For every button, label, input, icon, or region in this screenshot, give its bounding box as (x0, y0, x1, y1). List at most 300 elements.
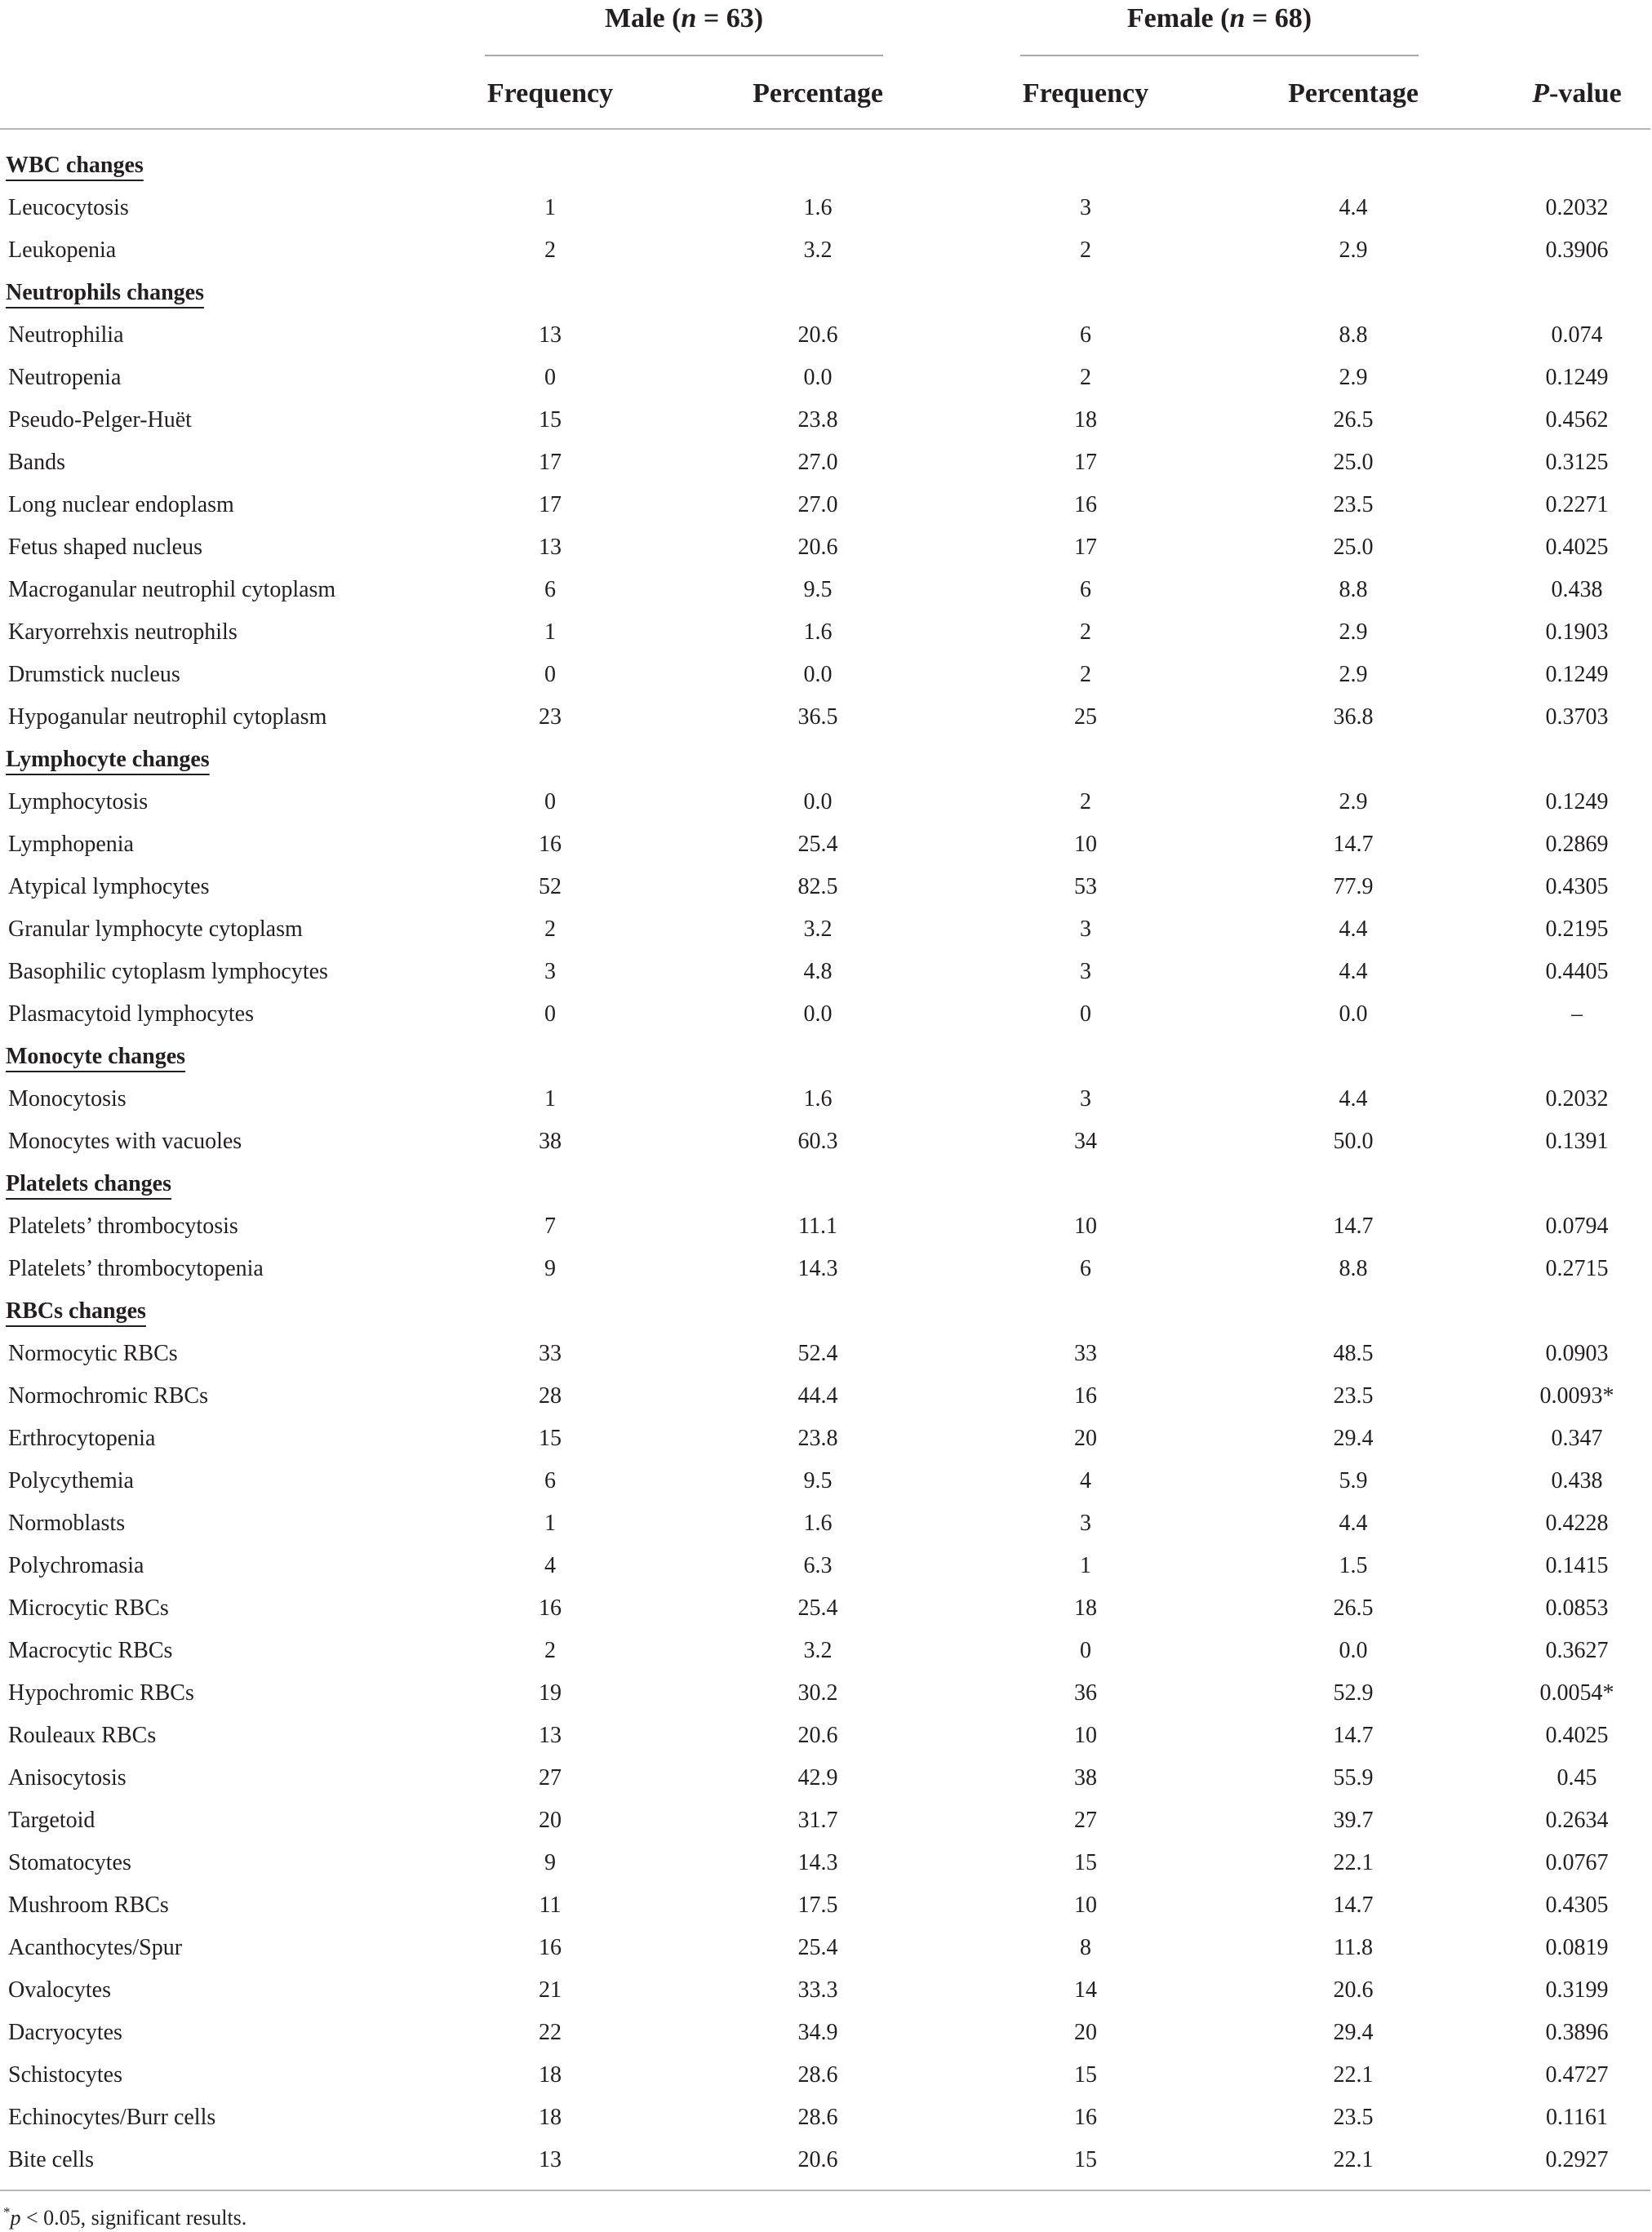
female-frequency-cell: 20 (1074, 1426, 1097, 1451)
female-percentage-cell: 4.4 (1339, 916, 1368, 942)
p-value-cell: 0.4562 (1545, 407, 1609, 433)
male-percentage-cell: 28.6 (797, 2105, 838, 2130)
p-value-cell: – (1571, 1001, 1583, 1027)
male-frequency-cell: 15 (539, 1426, 562, 1451)
row-label: Neutrophilia (8, 322, 124, 348)
row-label: Basophilic cytoplasm lymphocytes (8, 959, 328, 984)
row-label: Platelets’ thrombocytosis (8, 1214, 238, 1239)
female-percentage-cell: 8.8 (1339, 1256, 1368, 1281)
female-percentage-cell: 0.0 (1339, 1001, 1368, 1027)
female-percentage-cell: 22.1 (1333, 2062, 1374, 2088)
p-value-cell: 0.2715 (1545, 1256, 1609, 1281)
section-header-row (0, 1290, 1652, 1333)
table-row (0, 1418, 1652, 1460)
male-frequency-cell: 1 (544, 195, 556, 220)
table-row (0, 569, 1652, 611)
table-row (0, 2139, 1652, 2181)
p-value-cell: 0.0819 (1545, 1935, 1609, 1960)
row-label: Stomatocytes (8, 1850, 131, 1875)
footnote: *p < 0.05, significant results. (3, 2204, 247, 2230)
female-percentage-cell: 36.8 (1333, 704, 1374, 730)
male-percentage-cell: 23.8 (797, 1426, 838, 1451)
row-label: Long nuclear endoplasm (8, 492, 234, 517)
table-row (0, 2097, 1652, 2139)
female-percentage-cell: 2.9 (1339, 619, 1368, 645)
p-value-cell: 0.45 (1557, 1765, 1597, 1790)
male-percentage-cell: 36.5 (797, 704, 838, 730)
female-frequency-cell: 2 (1080, 619, 1091, 645)
p-value-cell: 0.2032 (1545, 195, 1609, 220)
row-label: Leucocytosis (8, 195, 129, 220)
p-value-cell: 0.4727 (1545, 2062, 1609, 2088)
male-frequency-cell: 52 (539, 874, 562, 899)
female-percentage-cell: 22.1 (1333, 2147, 1374, 2172)
male-frequency-cell: 3 (544, 959, 556, 984)
header-rule (0, 128, 1650, 130)
row-label: Polycythemia (8, 1468, 134, 1493)
male-group-rule (485, 55, 883, 56)
row-label: Fetus shaped nucleus (8, 535, 202, 560)
female-percentage-cell: 2.9 (1339, 662, 1368, 687)
female-frequency-cell: 6 (1080, 1256, 1091, 1281)
p-value-cell: 0.1249 (1545, 662, 1609, 687)
male-frequency-cell: 19 (539, 1680, 562, 1706)
male-percentage-cell: 3.2 (803, 916, 833, 942)
table-row (0, 1630, 1652, 1672)
table-row (0, 1078, 1652, 1120)
p-value-cell: 0.0767 (1545, 1850, 1609, 1875)
table-row (0, 611, 1652, 654)
male-frequency-cell: 13 (539, 322, 562, 348)
section-title: WBC changes (6, 153, 144, 178)
p-value-cell: 0.4305 (1545, 1893, 1609, 1918)
male-percentage-cell: 1.6 (803, 195, 833, 220)
p-value-cell: 0.4025 (1545, 1723, 1609, 1748)
row-label: Monocytes with vacuoles (8, 1129, 242, 1154)
male-frequency-cell: 1 (544, 1086, 556, 1112)
p-value-cell: 0.3125 (1545, 450, 1609, 475)
row-label: Echinocytes/Burr cells (8, 2105, 216, 2130)
male-frequency-cell: 11 (539, 1893, 562, 1918)
female-percentage-cell: 23.5 (1333, 492, 1374, 517)
female-percentage-cell: 1.5 (1339, 1553, 1368, 1578)
bottom-rule (0, 2190, 1650, 2191)
p-value-cell: 0.2869 (1545, 832, 1609, 857)
table-row (0, 357, 1652, 399)
male-percentage-cell: 42.9 (797, 1765, 838, 1790)
female-percentage-cell: 2.9 (1339, 789, 1368, 814)
male-percentage-cell: 0.0 (803, 1001, 833, 1027)
section-header-row (0, 739, 1652, 781)
row-label: Plasmacytoid lymphocytes (8, 1001, 254, 1027)
table-row (0, 1545, 1652, 1587)
p-value-cell: 0.3703 (1545, 704, 1609, 730)
table-row (0, 2054, 1652, 2097)
p-value-cell: 0.2634 (1545, 1808, 1609, 1833)
female-percentage-cell: 22.1 (1333, 1850, 1374, 1875)
male-frequency-cell: 27 (539, 1765, 562, 1790)
table-row (0, 696, 1652, 739)
male-frequency-cell: 28 (539, 1383, 562, 1409)
male-frequency-cell: 15 (539, 407, 562, 433)
female-percentage-cell: 0.0 (1339, 1638, 1368, 1663)
p-value-cell: 0.3906 (1545, 237, 1609, 263)
female-percentage-cell: 2.9 (1339, 237, 1368, 263)
table-row (0, 1672, 1652, 1715)
table-row (0, 1715, 1652, 1757)
female-frequency-cell: 4 (1080, 1468, 1091, 1493)
male-percentage-cell: 27.0 (797, 450, 838, 475)
male-percentage-cell: 44.4 (797, 1383, 838, 1409)
table-row (0, 781, 1652, 823)
row-label: Hypochromic RBCs (8, 1680, 194, 1706)
female-frequency-cell: 16 (1074, 1383, 1097, 1409)
section-title: Lymphocyte changes (6, 747, 210, 772)
female-percentage-cell: 4.4 (1339, 195, 1368, 220)
female-frequency-cell: 8 (1080, 1935, 1091, 1960)
male-frequency-cell: 0 (544, 662, 556, 687)
p-value-cell: 0.438 (1551, 577, 1603, 602)
male-percentage-cell: 25.4 (797, 832, 838, 857)
male-percentage-cell: 4.8 (803, 959, 833, 984)
male-frequency-cell: 22 (539, 2020, 562, 2045)
female-percentage-cell: 5.9 (1339, 1468, 1368, 1493)
p-value-cell: 0.4305 (1545, 874, 1609, 899)
row-label: Normochromic RBCs (8, 1383, 208, 1409)
row-label: Targetoid (8, 1808, 95, 1833)
p-value-cell: 0.1391 (1545, 1129, 1609, 1154)
male-frequency-cell: 1 (544, 619, 556, 645)
female-percentage-cell: 14.7 (1333, 1214, 1374, 1239)
female-percentage-cell: 23.5 (1333, 1383, 1374, 1409)
p-value-cell: 0.4405 (1545, 959, 1609, 984)
male-percentage-cell: 23.8 (797, 407, 838, 433)
male-frequency-cell: 0 (544, 365, 556, 390)
female-group-rule (1020, 55, 1419, 56)
row-label: Pseudo-Pelger-Huët (8, 407, 192, 433)
male-frequency-cell: 33 (539, 1341, 562, 1366)
male-percentage-cell: 20.6 (797, 1723, 838, 1748)
table-row (0, 187, 1652, 229)
row-label: Microcytic RBCs (8, 1595, 169, 1621)
male-percentage-cell: 0.0 (803, 789, 833, 814)
female-frequency-header: Frequency (1022, 78, 1149, 109)
male-group-header: Male (n = 63) (604, 3, 764, 33)
p-value-cell: 0.4228 (1545, 1511, 1609, 1536)
female-frequency-cell: 17 (1074, 450, 1097, 475)
male-frequency-cell: 13 (539, 2147, 562, 2172)
female-percentage-cell: 4.4 (1339, 1086, 1368, 1112)
female-frequency-cell: 3 (1080, 959, 1091, 984)
table-row (0, 1375, 1652, 1418)
section-header-row (0, 272, 1652, 314)
p-value-cell: 0.2927 (1545, 2147, 1609, 2172)
female-frequency-cell: 15 (1074, 2062, 1097, 2088)
male-frequency-cell: 2 (544, 237, 556, 263)
male-percentage-cell: 25.4 (797, 1595, 838, 1621)
section-title: Neutrophils changes (6, 280, 204, 305)
male-percentage-cell: 6.3 (803, 1553, 833, 1578)
female-frequency-cell: 17 (1074, 535, 1097, 560)
female-frequency-cell: 3 (1080, 1511, 1091, 1536)
table-row (0, 1842, 1652, 1884)
female-frequency-cell: 38 (1074, 1765, 1097, 1790)
female-frequency-cell: 10 (1074, 1893, 1097, 1918)
male-percentage-cell: 34.9 (797, 2020, 838, 2045)
table-row (0, 1757, 1652, 1799)
p-value-cell: 0.1249 (1545, 789, 1609, 814)
male-frequency-cell: 13 (539, 535, 562, 560)
table-body (0, 144, 1652, 2181)
female-frequency-cell: 2 (1080, 237, 1091, 263)
female-percentage-cell: 26.5 (1333, 1595, 1374, 1621)
female-percentage-cell: 14.7 (1333, 1893, 1374, 1918)
row-label: Macrocytic RBCs (8, 1638, 173, 1663)
section-title: Monocyte changes (6, 1044, 186, 1069)
row-label: Acanthocytes/Spur (8, 1935, 183, 1960)
section-header-row (0, 1036, 1652, 1078)
female-percentage-cell: 20.6 (1333, 1977, 1374, 2003)
female-frequency-cell: 20 (1074, 2020, 1097, 2045)
male-percentage-cell: 20.6 (797, 2147, 838, 2172)
female-percentage-cell: 77.9 (1333, 874, 1374, 899)
female-frequency-cell: 18 (1074, 407, 1097, 433)
female-frequency-cell: 27 (1074, 1808, 1097, 1833)
p-value-cell: 0.347 (1551, 1426, 1603, 1451)
male-percentage-cell: 14.3 (797, 1850, 838, 1875)
female-frequency-cell: 2 (1080, 662, 1091, 687)
male-frequency-cell: 2 (544, 916, 556, 942)
section-title: Platelets changes (6, 1171, 171, 1196)
row-label: Macroganular neutrophil cytoplasm (8, 577, 336, 602)
male-frequency-cell: 2 (544, 1638, 556, 1663)
row-label: Neutropenia (8, 365, 122, 390)
female-frequency-cell: 18 (1074, 1595, 1097, 1621)
p-value-cell: 0.1903 (1545, 619, 1609, 645)
p-value-cell: 0.438 (1551, 1468, 1603, 1493)
row-label: Platelets’ thrombocytopenia (8, 1256, 264, 1281)
male-frequency-cell: 16 (539, 1935, 562, 1960)
male-frequency-cell: 17 (539, 492, 562, 517)
row-label: Schistocytes (8, 2062, 122, 2088)
male-frequency-cell: 1 (544, 1511, 556, 1536)
female-percentage-cell: 8.8 (1339, 322, 1368, 348)
row-label: Karyorrehxis neutrophils (8, 619, 238, 645)
male-percentage-cell: 52.4 (797, 1341, 838, 1366)
table-row (0, 1799, 1652, 1842)
male-percentage-cell: 11.1 (798, 1214, 837, 1239)
female-percentage-cell: 8.8 (1339, 577, 1368, 602)
male-percentage-cell: 25.4 (797, 1935, 838, 1960)
p-value-cell: 0.074 (1551, 322, 1603, 348)
female-frequency-cell: 2 (1080, 365, 1091, 390)
male-percentage-cell: 20.6 (797, 322, 838, 348)
p-value-cell: 0.2032 (1545, 1086, 1609, 1112)
p-value-cell: 0.1415 (1545, 1553, 1609, 1578)
p-value-cell: 0.4025 (1545, 535, 1609, 560)
male-percentage-cell: 30.2 (797, 1680, 838, 1706)
row-label: Ovalocytes (8, 1977, 111, 2003)
table-row (0, 654, 1652, 696)
female-frequency-cell: 10 (1074, 1214, 1097, 1239)
female-frequency-cell: 6 (1080, 577, 1091, 602)
female-frequency-cell: 14 (1074, 1977, 1097, 2003)
female-frequency-cell: 3 (1080, 916, 1091, 942)
row-label: Normoblasts (8, 1511, 126, 1536)
row-label: Normocytic RBCs (8, 1341, 178, 1366)
male-frequency-cell: 23 (539, 704, 562, 730)
row-label: Drumstick nucleus (8, 662, 180, 687)
table-row (0, 314, 1652, 357)
male-percentage-cell: 3.2 (803, 237, 833, 263)
male-frequency-cell: 4 (544, 1553, 556, 1578)
male-frequency-header: Frequency (486, 78, 614, 109)
male-frequency-cell: 6 (544, 1468, 556, 1493)
p-value-cell: 0.0903 (1545, 1341, 1609, 1366)
female-frequency-cell: 0 (1080, 1001, 1091, 1027)
table-row (0, 1884, 1652, 1927)
table-row (0, 1205, 1652, 1248)
row-label: Lymphocytosis (8, 789, 149, 814)
female-frequency-cell: 34 (1074, 1129, 1097, 1154)
section-header-row (0, 144, 1652, 187)
female-frequency-cell: 16 (1074, 2105, 1097, 2130)
section-header-row (0, 1163, 1652, 1205)
male-percentage-cell: 3.2 (803, 1638, 833, 1663)
male-frequency-cell: 18 (539, 2105, 562, 2130)
male-frequency-cell: 17 (539, 450, 562, 475)
row-label: Granular lymphocyte cytoplasm (8, 916, 303, 942)
male-frequency-cell: 38 (539, 1129, 562, 1154)
row-label: Monocytosis (8, 1086, 127, 1112)
table-row (0, 1587, 1652, 1630)
p-value-cell: 0.0853 (1545, 1595, 1609, 1621)
female-percentage-cell: 11.8 (1334, 1935, 1373, 1960)
male-percentage-cell: 0.0 (803, 662, 833, 687)
female-percentage-cell: 25.0 (1333, 450, 1374, 475)
female-percentage-header: Percentage (1288, 78, 1419, 109)
male-frequency-cell: 9 (544, 1850, 556, 1875)
female-frequency-cell: 33 (1074, 1341, 1097, 1366)
table-row (0, 866, 1652, 908)
p-value-cell: 0.0054* (1539, 1680, 1614, 1706)
female-percentage-cell: 2.9 (1339, 365, 1368, 390)
p-value-cell: 0.3627 (1545, 1638, 1609, 1663)
male-percentage-cell: 60.3 (797, 1129, 838, 1154)
table-row (0, 823, 1652, 866)
female-percentage-cell: 48.5 (1333, 1341, 1374, 1366)
female-frequency-cell: 10 (1074, 832, 1097, 857)
p-value-cell: 0.2195 (1545, 916, 1609, 942)
table-row (0, 993, 1652, 1036)
female-percentage-cell: 55.9 (1333, 1765, 1374, 1790)
male-percentage-cell: 20.6 (797, 535, 838, 560)
female-percentage-cell: 4.4 (1339, 959, 1368, 984)
female-percentage-cell: 23.5 (1333, 2105, 1374, 2130)
row-label: Rouleaux RBCs (8, 1723, 157, 1748)
male-percentage-header: Percentage (753, 78, 883, 109)
female-frequency-cell: 3 (1080, 195, 1091, 220)
p-value-cell: 0.2271 (1545, 492, 1609, 517)
female-percentage-cell: 52.9 (1333, 1680, 1374, 1706)
table-row (0, 526, 1652, 569)
p-value-cell: 0.1249 (1545, 365, 1609, 390)
female-frequency-cell: 16 (1074, 492, 1097, 517)
female-percentage-cell: 4.4 (1339, 1511, 1368, 1536)
female-frequency-cell: 0 (1080, 1638, 1091, 1663)
table-row (0, 399, 1652, 442)
female-percentage-cell: 14.7 (1333, 832, 1374, 857)
male-percentage-cell: 9.5 (803, 577, 833, 602)
female-frequency-cell: 15 (1074, 1850, 1097, 1875)
female-frequency-cell: 1 (1080, 1553, 1091, 1578)
row-label: Bands (8, 450, 65, 475)
male-percentage-cell: 31.7 (797, 1808, 838, 1833)
p-value-cell: 0.0093* (1539, 1383, 1614, 1409)
female-percentage-cell: 29.4 (1333, 1426, 1374, 1451)
female-percentage-cell: 29.4 (1333, 2020, 1374, 2045)
row-label: Bite cells (8, 2147, 94, 2172)
table-row (0, 1460, 1652, 1502)
table-row (0, 1502, 1652, 1545)
male-frequency-cell: 0 (544, 789, 556, 814)
male-frequency-cell: 16 (539, 1595, 562, 1621)
male-percentage-cell: 27.0 (797, 492, 838, 517)
male-frequency-cell: 0 (544, 1001, 556, 1027)
section-title: RBCs changes (6, 1298, 146, 1324)
p-value-cell: 0.0794 (1545, 1214, 1609, 1239)
male-percentage-cell: 17.5 (797, 1893, 838, 1918)
row-label: Polychromasia (8, 1553, 144, 1578)
table-row (0, 1969, 1652, 2012)
table-row (0, 1927, 1652, 1969)
table-row (0, 1333, 1652, 1375)
female-percentage-cell: 25.0 (1333, 535, 1374, 560)
row-label: Lymphopenia (8, 832, 134, 857)
p-value-cell: 0.3896 (1545, 2020, 1609, 2045)
male-percentage-cell: 14.3 (797, 1256, 838, 1281)
row-label: Anisocytosis (8, 1765, 127, 1790)
male-frequency-cell: 18 (539, 2062, 562, 2088)
male-percentage-cell: 1.6 (803, 619, 833, 645)
male-frequency-cell: 21 (539, 1977, 562, 2003)
row-label: Mushroom RBCs (8, 1893, 169, 1918)
female-frequency-cell: 36 (1074, 1680, 1097, 1706)
row-label: Dacryocytes (8, 2020, 122, 2045)
female-frequency-cell: 2 (1080, 789, 1091, 814)
table-row (0, 1248, 1652, 1290)
p-value-cell: 0.1161 (1546, 2105, 1608, 2130)
female-frequency-cell: 15 (1074, 2147, 1097, 2172)
male-frequency-cell: 9 (544, 1256, 556, 1281)
row-label: Erthrocytopenia (8, 1426, 156, 1451)
female-frequency-cell: 25 (1074, 704, 1097, 730)
male-percentage-cell: 9.5 (803, 1468, 833, 1493)
male-frequency-cell: 6 (544, 577, 556, 602)
male-frequency-cell: 20 (539, 1808, 562, 1833)
row-label: Atypical lymphocytes (8, 874, 210, 899)
table-row (0, 908, 1652, 951)
male-percentage-cell: 28.6 (797, 2062, 838, 2088)
row-label: Leukopenia (8, 237, 117, 263)
male-frequency-cell: 16 (539, 832, 562, 857)
male-percentage-cell: 0.0 (803, 365, 833, 390)
table-row (0, 2012, 1652, 2054)
table-row (0, 1120, 1652, 1163)
male-percentage-cell: 33.3 (797, 1977, 838, 2003)
table-row (0, 442, 1652, 484)
male-percentage-cell: 1.6 (803, 1511, 833, 1536)
